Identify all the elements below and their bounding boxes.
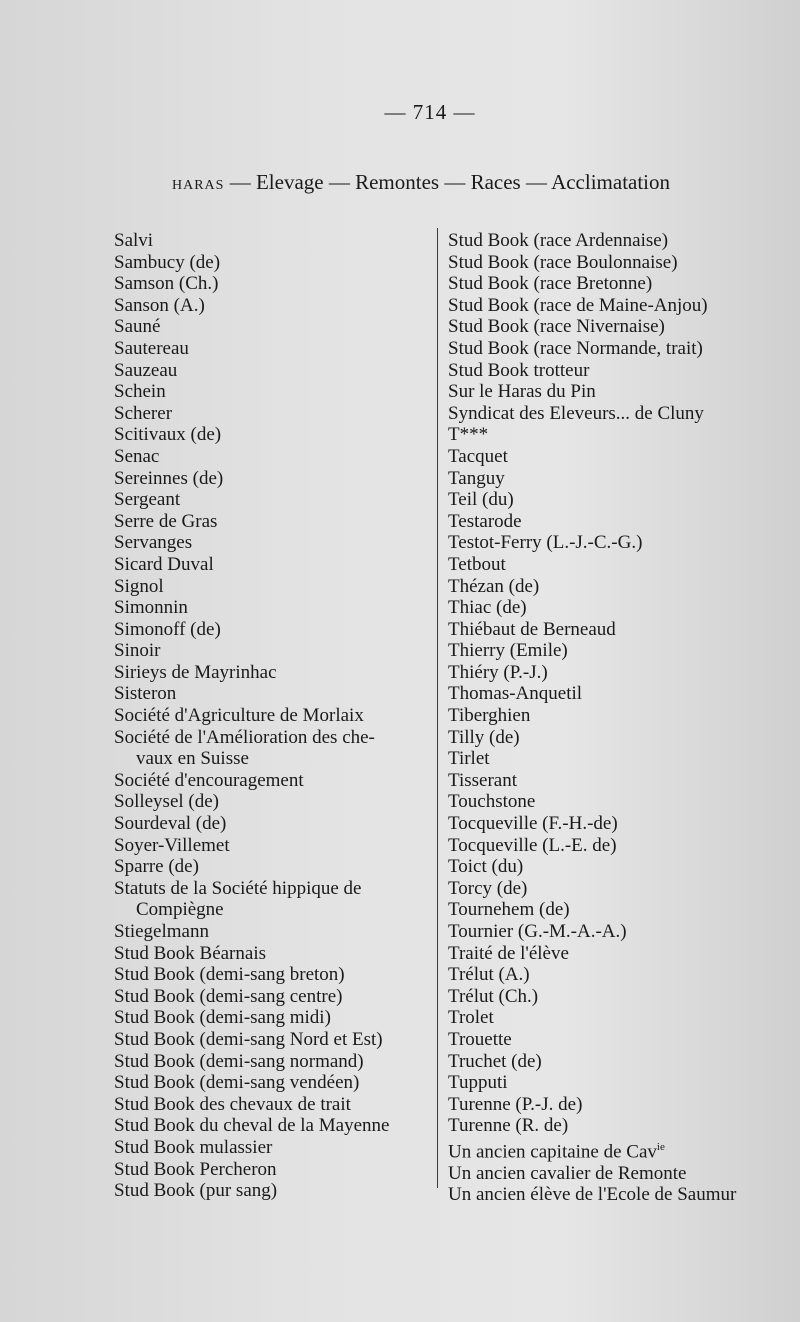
index-entry: Thierry (Emile) xyxy=(448,640,568,662)
index-entry: Torcy (de) xyxy=(448,877,528,899)
superscript-abbrev: ie xyxy=(656,1140,665,1153)
index-entry: Sisteron xyxy=(114,683,177,705)
index-entry: Thézan (de) xyxy=(448,575,540,597)
index-entry: T*** xyxy=(448,424,489,446)
index-entry: Tournier (G.-M.-A.-A.) xyxy=(448,921,627,942)
index-entry: Senac xyxy=(114,445,160,467)
index-entry: Tupputi xyxy=(448,1072,508,1094)
index-entry: Stud Book (demi-sang vendéen) xyxy=(114,1072,360,1094)
index-entry: Tanguy xyxy=(448,467,505,489)
index-entry: Sirieys de Mayrinhac xyxy=(114,661,277,683)
index-entry: Trélut (Ch.) xyxy=(448,985,539,1007)
index-entry: Sparre (de) xyxy=(114,856,199,878)
index-entry: Stud Book (pur sang) xyxy=(114,1180,278,1202)
index-entry: Testarode xyxy=(448,510,522,532)
right-index-column xyxy=(448,230,793,1206)
index-entry: Teil (du) xyxy=(448,489,514,511)
index-entry: Statuts de la Société hippique de xyxy=(114,877,362,899)
index-entry: Tournehem (de) xyxy=(448,899,570,921)
index-entry: Sergeant xyxy=(114,489,181,511)
running-head xyxy=(172,170,712,195)
index-entry: Tiberghien xyxy=(448,705,531,727)
column-divider xyxy=(437,228,438,1188)
index-entry: Turenne (R. de) xyxy=(448,1115,569,1137)
index-entry: Trouette xyxy=(448,1028,512,1050)
index-entry: Stud Book (demi-sang midi) xyxy=(114,1007,331,1029)
index-entry: Thiac (de) xyxy=(448,597,527,619)
index-entry: Toict (du) xyxy=(448,856,524,878)
index-entry: Sinoir xyxy=(114,640,161,662)
index-entry: Trélut (A.) xyxy=(448,964,530,986)
index-entry: Stud Book (demi-sang Nord et Est) xyxy=(114,1028,383,1050)
index-entry: Stiegelmann xyxy=(114,921,209,942)
index-entry: Un ancien cavalier de Remonte xyxy=(448,1162,687,1184)
index-entry: Stud Book (race Nivernaise) xyxy=(448,316,665,338)
index-entry: Soyer-Villemet xyxy=(114,834,230,856)
page-number: — 714 — xyxy=(384,100,476,124)
index-entry: Sauzeau xyxy=(114,359,178,381)
index-entry: Tisserant xyxy=(448,769,517,791)
index-entry: Stud Book (race Normande, trait) xyxy=(448,337,703,359)
index-entry: Schein xyxy=(114,381,166,403)
index-entry: Société de l'Amélioration des che- xyxy=(114,726,375,748)
index-entry: Tocqueville (L.-E. de) xyxy=(448,834,617,856)
index-entry-continuation: vaux en Suisse xyxy=(136,748,249,770)
index-entry: Sur le Haras du Pin xyxy=(448,381,596,403)
index-entry: Sautereau xyxy=(114,337,189,359)
index-entry: Sicard Duval xyxy=(114,553,214,575)
index-entry: Sanson (A.) xyxy=(114,294,205,316)
index-entry: Traité de l'élève xyxy=(448,942,569,964)
index-entry: Tetbout xyxy=(448,553,506,575)
index-entry: Sambucy (de) xyxy=(114,251,221,273)
index-entry: Solleysel (de) xyxy=(114,791,220,813)
index-entry: Tilly (de) xyxy=(448,726,520,748)
index-entry: Servanges xyxy=(114,532,193,554)
index-entry: Simonnin xyxy=(114,597,188,619)
index-entry: Thomas-Anquetil xyxy=(448,683,583,705)
index-entry: Simonoff (de) xyxy=(114,618,221,640)
index-entry: Sereinnes (de) xyxy=(114,467,224,489)
index-entry: Sauné xyxy=(114,316,161,338)
index-entry: Thiéry (P.-J.) xyxy=(448,661,548,683)
index-entry: Stud Book (race Ardennaise) xyxy=(448,230,669,251)
index-entry: Testot-Ferry (L.-J.-C.-G.) xyxy=(448,532,643,554)
index-entry: Scitivaux (de) xyxy=(114,424,222,446)
index-entry: Sourdeval (de) xyxy=(114,813,227,835)
index-entry: Tacquet xyxy=(448,445,508,467)
running-head-small-caps: HARAS xyxy=(172,178,225,193)
index-entry: Salvi xyxy=(114,230,154,251)
index-entry: Signol xyxy=(114,575,164,597)
index-entry: Stud Book Béarnais xyxy=(114,942,266,964)
index-entry: Turenne (P.-J. de) xyxy=(448,1093,583,1115)
index-entry: Trolet xyxy=(448,1007,494,1029)
index-entry: Stud Book des chevaux de trait xyxy=(114,1093,351,1115)
index-entry: Stud Book trotteur xyxy=(448,359,590,381)
index-entry-text: Un ancien capitaine de Cav xyxy=(448,1141,657,1163)
index-entry: Scherer xyxy=(114,402,173,424)
index-entry: Stud Book (race Bretonne) xyxy=(448,273,653,295)
index-entry: Stud Book (demi-sang centre) xyxy=(114,985,343,1007)
left-index-column xyxy=(114,230,434,1202)
index-entry: Touchstone xyxy=(448,791,536,813)
index-entry: Stud Book (demi-sang normand) xyxy=(114,1050,364,1072)
index-entry: Stud Book mulassier xyxy=(114,1136,273,1158)
running-head-text: — Elevage — Remontes — Races — Acclimatation xyxy=(224,170,671,194)
index-entry: Stud Book (race de Maine-Anjou) xyxy=(448,294,708,316)
index-entry: Serre de Gras xyxy=(114,510,218,532)
index-entry: Société d'encouragement xyxy=(114,769,304,791)
index-entry: Samson (Ch.) xyxy=(114,273,219,295)
index-entry: Truchet (de) xyxy=(448,1050,542,1072)
index-entry: Tirlet xyxy=(448,748,490,770)
index-entry: Syndicat des Eleveurs... de Cluny xyxy=(448,402,704,424)
index-entry: Stud Book du cheval de la Mayenne xyxy=(114,1115,390,1137)
index-entry: Thiébaut de Berneaud xyxy=(448,618,616,640)
index-entry: Stud Book (demi-sang breton) xyxy=(114,964,345,986)
index-entry-with-superscript xyxy=(448,1137,793,1163)
index-entry: Stud Book (race Boulonnaise) xyxy=(448,251,678,273)
index-entry-continuation: Compiègne xyxy=(136,899,224,921)
index-entry: Société d'Agriculture de Morlaix xyxy=(114,705,364,727)
index-entry: Stud Book Percheron xyxy=(114,1158,277,1180)
index-entry: Un ancien élève de l'Ecole de Saumur xyxy=(448,1184,737,1206)
index-entry: Tocqueville (F.-H.-de) xyxy=(448,813,618,835)
